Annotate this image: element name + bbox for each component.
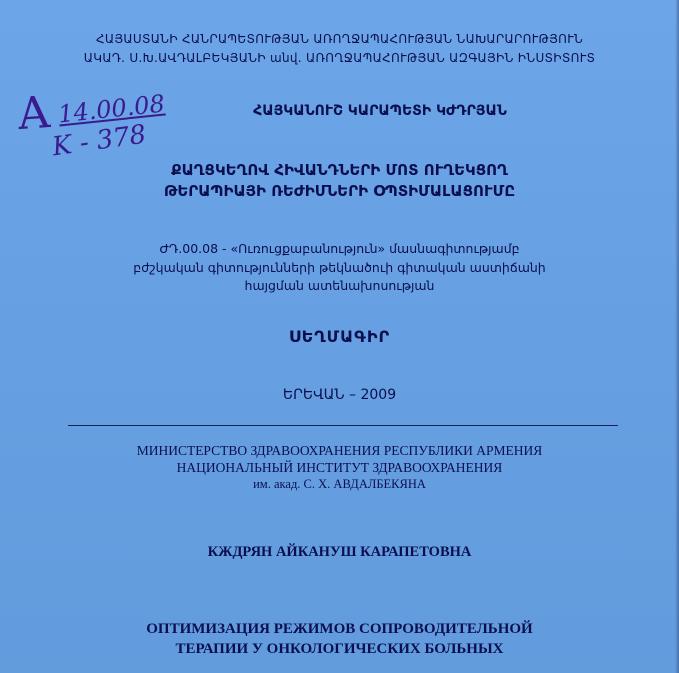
section-divider xyxy=(68,425,618,426)
thesis-title-russian-line-2: ТЕРАПИИ У ОНКОЛОГИЧЕСКИХ БОЛЬНЫХ xyxy=(175,641,504,657)
ministry-line-3-russian: им. акад. С. Х. АВДАЛБЕКЯНА xyxy=(253,477,426,491)
library-stamp-number: K - 378 xyxy=(50,119,149,163)
abstract-label-armenian: ՍԵՂՄԱԳԻՐ xyxy=(288,327,391,346)
thesis-title-armenian-line-2: ԹԵՐԱՊԻԱՅԻ ՌԵԺԻՄՆԵՐԻ ՕՊՏԻՄԱԼԱՑՈՒՄԸ xyxy=(163,182,516,200)
specialty-line-2: բժշկական գիտությունների թեկնածուի գիտական աստիճանի xyxy=(133,260,546,275)
scan-edge-shadow xyxy=(675,0,679,673)
thesis-title-armenian-line-1: ՔԱՂՑԿԵՂՈՎ ՀԻՎԱՆԴՆԵՐԻ ՄՈՏ ՈՒՂԵԿՑՈՂ xyxy=(171,161,508,179)
thesis-title-russian-line-1: ОПТИМИЗАЦИЯ РЕЖИМОВ СОПРОВОДИТЕЛЬНОЙ xyxy=(146,621,533,637)
institution-line-1: ՀԱՅԱՍՏԱՆԻ ՀԱՆՐԱՊԵՏՈՒԹՅԱՆ ԱՌՈՂՋԱՊԱՀՈՒԹՅԱՆ ՆԱԽԱՐԱՐՈՒԹՅՈՒՆ xyxy=(95,32,584,46)
city-year-armenian: ԵՐԵՎԱՆ – 2009 xyxy=(282,387,397,403)
author-name-russian: КЖДРЯН АЙКАНУШ КАРАПЕТОВНА xyxy=(207,544,472,560)
institution-line-2: ԱԿԱԴ. Ս.Խ.ԱՎԴԱԼԲԵԿՅԱՆԻ անվ. ԱՌՈՂՋԱՊԱՀՈՒԹՅԱՆ ԱԶԳԱՅԻՆ ԻՆՍՏԻՏՈՒՏ xyxy=(83,51,596,65)
ministry-line-1-russian: МИНИСТЕРСТВО ЗДРАВООХРАНЕНИЯ РЕСПУБЛИКИ АРМЕНИЯ xyxy=(136,443,543,458)
author-name-armenian: ՀԱՅԿԱՆՈՒՇ ԿԱՐԱՊԵՏԻ ԿԺԴՐՅԱՆ xyxy=(253,103,507,119)
library-stamp-letter: A xyxy=(16,86,52,141)
library-stamp-code: 14.00.08 xyxy=(56,89,167,129)
specialty-line-1: ԺԴ.00.08 - «Ուռուցքաբանություն» մասնագիտությամբ xyxy=(159,241,520,256)
ministry-line-2-russian: НАЦИОНАЛЬНЫЙ ИНСТИТУТ ЗДРАВООХРАНЕНИЯ xyxy=(176,460,503,475)
specialty-line-3: հայցման ատենախոսության xyxy=(244,278,435,293)
